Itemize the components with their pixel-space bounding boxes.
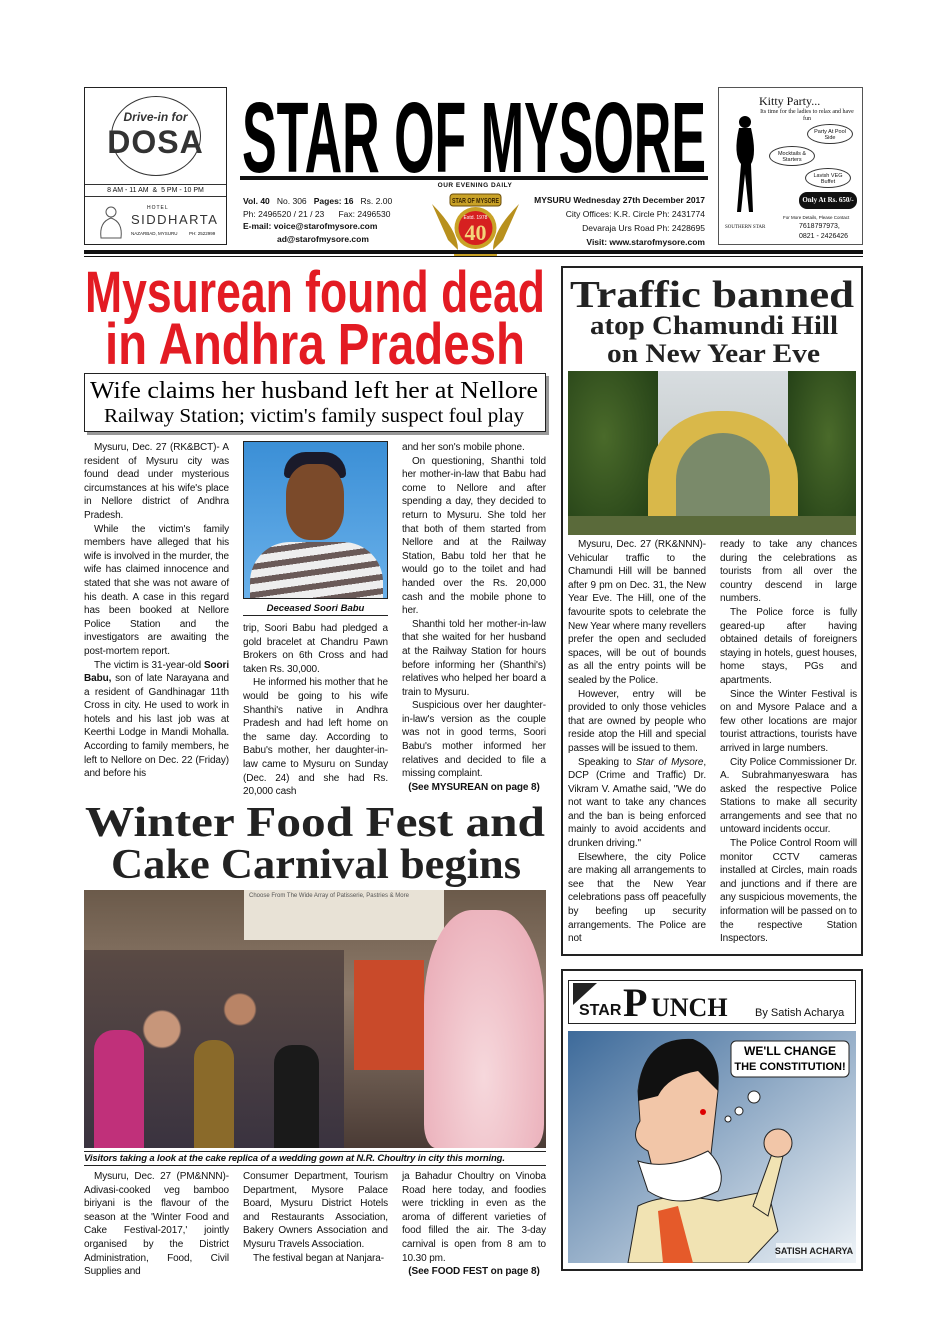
svg-text:Traffic banned: Traffic banned [570, 274, 854, 316]
traffic-column-1 [568, 538, 706, 946]
lead-subhead-1: Wife claims her husband left her at Nellore [90, 378, 538, 404]
cartoonist-signature: SATISH ACHARYA [774, 1246, 854, 1256]
paragraph: While the victim's family members have alleged that his wife is involved in the murder, the wife has claimed innocence and stated that she was not aware of his death. A case in this regard has been booked at Nellore Police Station and the investigators are awaiting the post-mortem report. [84, 523, 229, 657]
continued-link[interactable]: (See FOOD FEST on page 8) [408, 1266, 540, 1278]
paragraph: On questioning, Shanthi told her mother-in-law that Babu had come to Nellore and after spending a day, they decided to return to Mysuru. She told her that both of them started from Nellore and at the Railway Station, Babu told her that he would go to the toilet and had handed over the Rs. 20,000 cash and the mobile phone to her. [402, 455, 546, 617]
issue-info [243, 195, 392, 245]
chamundi-arch-photo [568, 371, 856, 535]
paragraph: Elsewhere, the city Police are making all arrangements to see that the New Year celebrations pass off peacefully by beefing up security arrangements. The Police are not [568, 851, 706, 945]
paragraph: Suspicious over her daughter-in-law's version as the couple was not in good terms, Soori Babu's mother informed her relatives and decided to file a missing complaint. [402, 700, 546, 780]
cartoon [568, 1031, 856, 1263]
food-column-3 [402, 1170, 546, 1279]
issue-number: No. 306 [276, 196, 307, 206]
ad-bubble-buffet: Lavish VEG Buffet [805, 168, 851, 188]
email[interactable]: E-mail: voice@starofmysore.com [243, 221, 378, 231]
buddha-icon [95, 204, 127, 240]
header-rule [84, 250, 863, 254]
photo-banner: Choose From The Wide Array of Patisserie, Pastries & More [249, 893, 409, 899]
lead-headline [84, 262, 546, 368]
svg-text:on New Year Eve: on New Year Eve [607, 339, 820, 368]
pages: Pages: 16 [313, 196, 354, 206]
soori-babu-photo [243, 441, 388, 599]
paragraph: Shanthi told her mother-in-law that she waited for her husband at the Railway Station for hours before informing her (Shanthi's) relatives who helped her board a train to Mysuru. [402, 618, 546, 698]
paragraph: Since the Winter Festival is on and Mysore Palace and a few other locations are major tourist attractions, tourists have arrived in large numbers. [720, 688, 857, 754]
traffic-column-2 [720, 538, 857, 946]
dateline: MYSURU Wednesday 27th December 2017 [534, 195, 705, 205]
hotel-label: HOTEL [147, 205, 169, 211]
email-ad[interactable]: ad@starofmysore.com [277, 233, 369, 244]
woman-silhouette-icon [727, 114, 763, 214]
hotel-address: NAZARBAD, MYSURU [131, 231, 178, 236]
star-punch-header [568, 980, 856, 1024]
svg-text:STAR OF MYSORE: STAR OF MYSORE [452, 198, 500, 205]
devaraja-office: Devaraja Urs Road Ph: 2428695 [582, 223, 705, 233]
ad-bubble-mocktails: Mocktails & Starters [769, 146, 815, 166]
byline: By Satish Acharya [755, 1007, 845, 1019]
masthead-title [240, 84, 708, 176]
dosa-ad[interactable] [84, 87, 227, 245]
lead-column-3 [402, 441, 546, 794]
phone: Ph: 2496520 / 21 / 23 [243, 208, 325, 219]
text: The victim is 31-year-old [94, 659, 204, 671]
ad-contact-label: For More Details, Please Contact [783, 215, 850, 220]
website[interactable]: Visit: www.starofmysore.com [586, 237, 705, 247]
svg-text:atop Chamundi Hill: atop Chamundi Hill [590, 311, 838, 340]
svg-text:Cake Carnival begins: Cake Carnival begins [111, 842, 521, 888]
fax: Fax: 2496530 [338, 208, 391, 219]
ad-title: Kitty Party... [759, 94, 821, 108]
food-column-1 [84, 1170, 229, 1279]
svg-text:Winter Food Fest and: Winter Food Fest and [85, 800, 545, 846]
paragraph: Consumer Department, Tourism Department, Mysore Palace Board, Mysuru District Hotels and Restaurants Association, Bakery Owners Association and Mysuru Travels Association. [243, 1171, 388, 1250]
svg-text:STAR OF MYSORE: STAR OF MYSORE [242, 84, 706, 176]
text: Speaking to [578, 756, 637, 768]
photo-caption: Visitors taking a look at the cake replica of a wedding gown at N.R. Choultry in city this morning. [84, 1151, 546, 1166]
ad-brand: SOUTHERN STAR [725, 225, 766, 230]
city-offices: City Offices: K.R. Circle Ph: 2431774 [565, 209, 705, 219]
speech-line-2: THE CONSTITUTION! [734, 1061, 846, 1073]
paragraph: and her son's mobile phone. [402, 442, 525, 453]
paragraph: ready to take any chances during the celebrations as tourists from all over the country descend in large numbers. [720, 539, 857, 605]
victim-name: Soori Babu, [84, 659, 229, 685]
dateline-block [520, 193, 705, 249]
publication-name: Star of Mysore [636, 756, 704, 768]
photo-caption: Deceased Soori Babu [243, 603, 388, 616]
paragraph: Mysuru, Dec. 27 (PM&NNN)- Adivasi-cooked veg bamboo biriyani is the flavour of the season at the 'Winter Food and Cake Festival-2017,' jointly organised by the District Administration, Food, Civil Supplies and [84, 1171, 229, 1278]
price: Rs. 2.00 [360, 196, 393, 206]
paragraph: The Police force is fully geared-up after having obtained details of foreigners staying in hotels, guest houses, home stays, PGs and apartments. [720, 606, 857, 686]
ad-price: Only At Rs. 650/- [799, 192, 857, 209]
paragraph: He informed his mother that he would be going to his wife Shanthi's native in Andhra Pradesh and had left home on the same day. According to Babu's mother, her daughter-in-law came to Mysuru on Sunday (Dec. 24) and she had Rs. 20,000 cash [243, 677, 388, 798]
ad-hours: 8 AM - 11 AM & 5 PM - 10 PM [85, 184, 226, 197]
ad-line2: DOSA [107, 124, 204, 160]
paragraph: Mysuru, Dec. 27 (RK&NNN)- Vehicular traffic to the Chamundi Hill will be banned after 9 pm on Dec. 31, the New Year Eve. The Hill, one of the favourite spots to celebrate the New Year where many revellers prefer the open and secluded spaces, will be out of bounds as all the entry points will be sealed by the Police. [568, 539, 706, 686]
continued-link[interactable]: (See MYSUREAN on page 8) [408, 781, 540, 793]
text: son of late Narayana and a resident of Gandhinagar 11th Cross in city. He used to work in hotels and his last job was at Keerthi Lodge in Mandi Mohalla. According to family members, he left to Nellore on Dec. 22 (Friday) and before his [84, 673, 229, 780]
ad-line1: Drive-in for [123, 110, 188, 124]
food-headline [84, 798, 546, 888]
text: , DCP (Crime and Traffic) Dr. Vikram V. Amathe said, "We do not want to take any chances and the ban is being enforced mainly to avoid accidents and drunken driving." [568, 756, 706, 850]
star-label: STAR [579, 1002, 622, 1019]
lead-subhead [85, 374, 544, 430]
food-column-2 [243, 1170, 388, 1265]
svg-text:Mysurean found dead: Mysurean found dead [85, 262, 545, 325]
paragraph: trip, Soori Babu had pledged a gold bracelet at Chandru Pawn Brokers on 6th Cross and had taken Rs. 30,000. [243, 623, 388, 675]
lead-column-1 [84, 441, 229, 781]
ad-phone1: 7618797973, [799, 223, 840, 230]
paragraph [84, 659, 229, 781]
lead-column-2 [243, 622, 388, 799]
paragraph: ja Bahadur Choultry on Vinoba Road here today, and foodies were trickling in even as the aroma of different varieties of food filled the air. The 3-day carnival is open from 8 am to 10.30 pm. [402, 1171, 546, 1264]
paragraph: However, entry will be provided to only those vehicles that are owned by people who reside atop the Hill and special passes will be issued to them. [568, 688, 706, 754]
masthead-rule [240, 176, 708, 180]
cake-carnival-photo [84, 890, 546, 1148]
lead-subhead-2: Railway Station; victim's family suspect foul play [104, 405, 524, 427]
hotel-name: SIDDHARTA [131, 212, 219, 227]
ad-subtitle: Its time for the ladies to relax and have fun [760, 109, 854, 122]
svg-text:in Andhra Pradesh: in Andhra Pradesh [105, 312, 525, 368]
paragraph: The Police Control Room will monitor CCTV cameras installed at Circles, main roads and junctions and if there are any suspicious movements, the information will be passed on to the respective Station Inspectors. [720, 838, 857, 945]
svg-text:40: 40 [464, 220, 487, 245]
tagline: OUR EVENING DAILY [437, 182, 513, 189]
paragraph [568, 756, 706, 851]
paragraph: City Police Commissioner Dr. A. Subrahmanyeswara has asked the respective Police Stations to make all security arrangements and see that no untoward incidents occur. [720, 756, 857, 836]
punch-unch: UNCH [651, 993, 728, 1022]
ad-bubble-pool: Party At Pool Side [807, 124, 853, 144]
header-rule-thin [84, 256, 863, 257]
ad-phone2: 0821 - 2426426 [799, 233, 849, 240]
paragraph: Mysuru, Dec. 27 (RK&BCT)- A resident of Mysuru city was found dead under mysterious circumstances at his wife's place in Nellore district of Andhra Pradesh. [84, 442, 229, 521]
hotel-phone: PH: 2522999 [189, 231, 216, 236]
punch-p: P [623, 980, 648, 1025]
lead-subhead-box [84, 373, 546, 432]
paragraph: The festival began at Nanjara- [253, 1252, 384, 1264]
svg-text:Estd. 1978: Estd. 1978 [463, 215, 488, 221]
kitty-party-ad[interactable] [718, 87, 863, 245]
traffic-headline [566, 270, 858, 370]
speech-line-1: WE'LL CHANGE [744, 1044, 836, 1058]
volume: Vol. 40 [243, 196, 270, 206]
